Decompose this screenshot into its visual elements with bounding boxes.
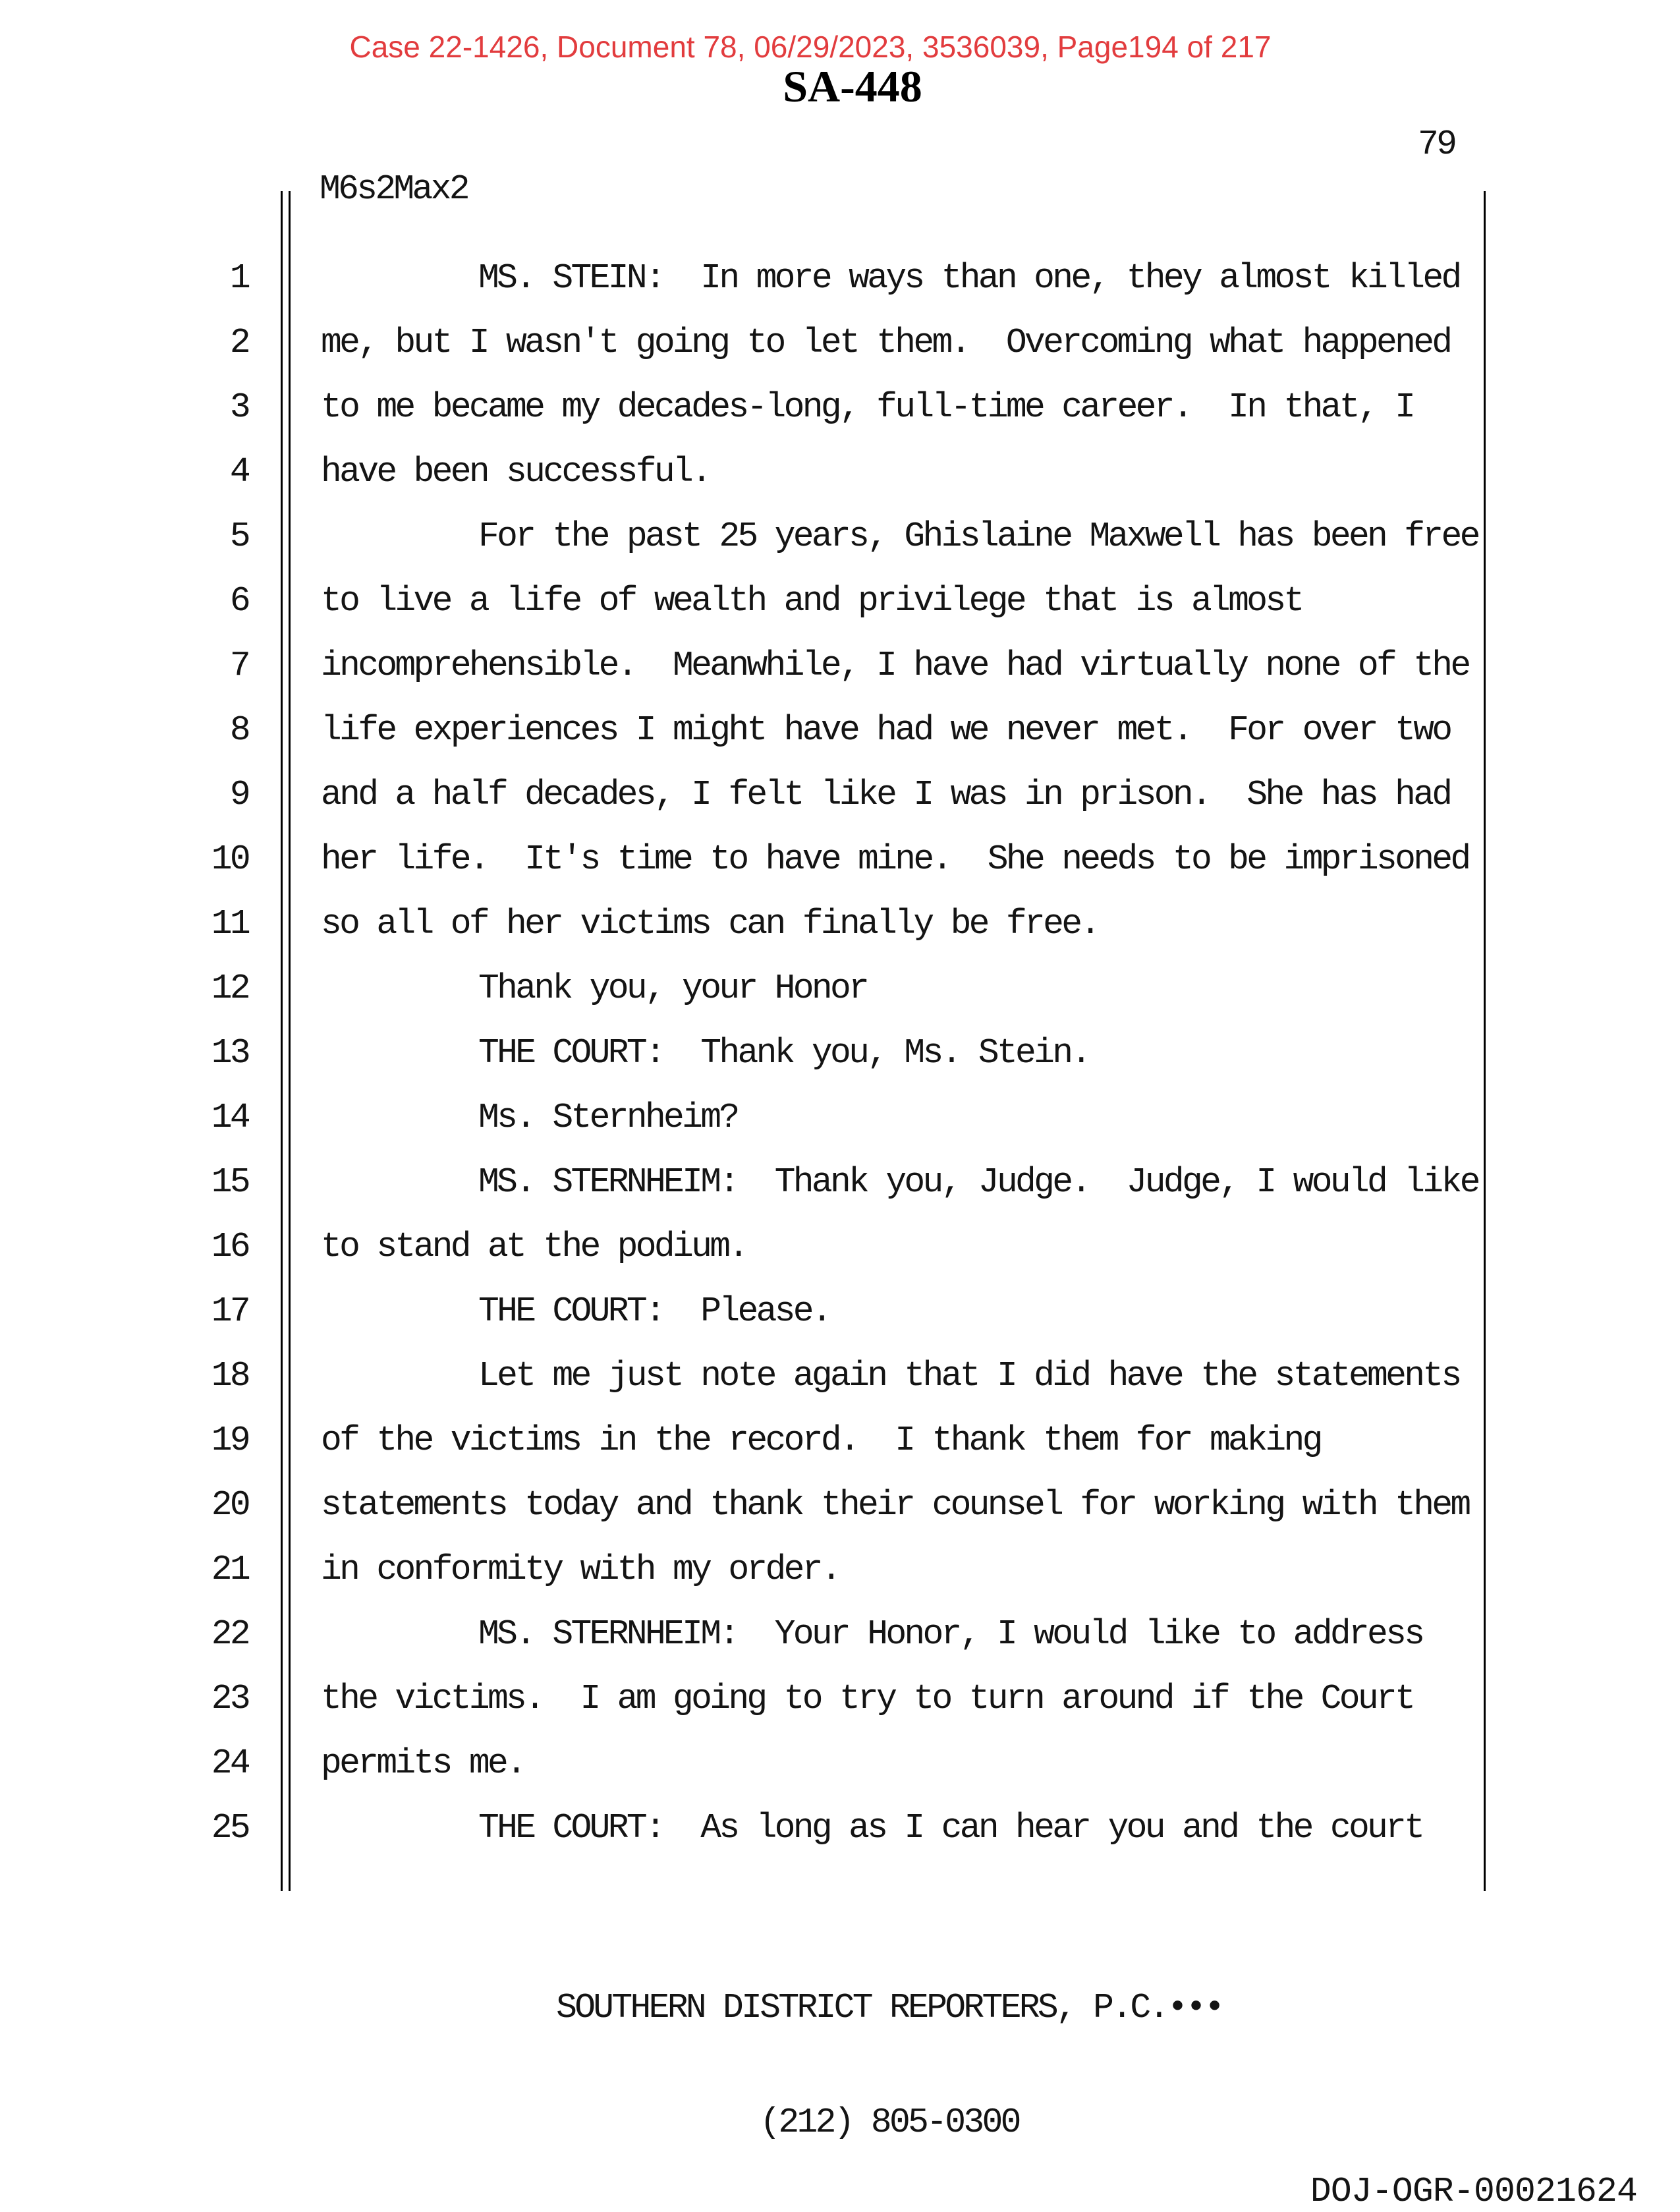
appendix-page-label: SA-448 [783, 61, 922, 111]
transcript-line [201, 1356, 1484, 1396]
line-text: her life. It's time to have mine. She needs to be imprisoned [321, 839, 1469, 879]
page-number: 79 [1418, 125, 1455, 164]
line-text: statements today and thank their counsel for working with them [321, 1485, 1469, 1525]
line-number: 23 [211, 1679, 248, 1718]
line-number: 21 [211, 1550, 248, 1589]
line-text: of the victims in the record. I thank them for making [321, 1421, 1321, 1460]
line-text: Thank you, your Honor [478, 969, 868, 1008]
transcript-line [201, 1291, 1484, 1331]
line-text: me, but I wasn't going to let them. Overcoming what happened [321, 323, 1451, 362]
line-text: life experiences I might have had we never met. For over two [321, 710, 1451, 750]
line-text: MS. STERNHEIM: Your Honor, I would like to address [478, 1614, 1423, 1654]
line-text: have been successful. [321, 452, 710, 492]
line-number: 12 [211, 969, 248, 1008]
line-number: 8 [229, 710, 248, 750]
line-number: 10 [211, 839, 248, 879]
transcript-line [201, 839, 1484, 879]
line-number: 9 [229, 775, 248, 814]
transcript-line [201, 581, 1484, 621]
transcript-line [201, 1746, 1484, 1781]
line-text: THE COURT: Please. [478, 1291, 830, 1331]
line-number: 4 [229, 452, 248, 492]
reporter-footer [0, 1912, 1680, 2212]
line-number: 7 [229, 646, 248, 685]
line-text: THE COURT: As long as I can hear you and the court [478, 1808, 1423, 1848]
line-text: Let me just note again that I did have the statements [478, 1356, 1460, 1396]
transcript-line [201, 1679, 1484, 1718]
line-number: 11 [211, 904, 248, 944]
reporter-name: SOUTHERN DISTRICT REPORTERS, P.C.••• [556, 1987, 1223, 2028]
transcript-line [201, 1485, 1484, 1525]
line-number: 6 [229, 581, 248, 621]
line-text: to live a life of wealth and privilege that is almost [321, 581, 1302, 621]
transcript-line [201, 1614, 1484, 1654]
line-number: 25 [211, 1808, 248, 1848]
line-text: permits me. [321, 1744, 525, 1783]
line-text: to me became my decades-long, full-time career. In that, I [321, 387, 1414, 427]
transcript-line [201, 648, 1484, 683]
line-number: 16 [211, 1227, 248, 1266]
transcript-id: M6s2Max2 [320, 169, 468, 209]
line-text: Ms. Sternheim? [478, 1098, 738, 1137]
line-text: and a half decades, I felt like I was in prison. She has had [321, 775, 1451, 814]
line-number: 18 [211, 1356, 248, 1396]
transcript-line [201, 1423, 1484, 1458]
transcript-line [201, 1033, 1484, 1073]
line-text: to stand at the podium. [321, 1227, 747, 1266]
transcript-line [201, 710, 1484, 750]
transcript-line [201, 452, 1484, 492]
transcript-line [201, 1227, 1484, 1266]
transcript-line [201, 519, 1484, 554]
line-number: 13 [211, 1033, 248, 1073]
line-text: THE COURT: Thank you, Ms. Stein. [478, 1033, 1090, 1073]
transcript-line [201, 1808, 1484, 1848]
bates-number: DOJ-OGR-00021624 [1310, 2172, 1637, 2211]
transcript-line [201, 258, 1484, 298]
transcript-line [201, 775, 1484, 814]
line-number: 5 [229, 517, 248, 556]
transcript-line [201, 971, 1484, 1006]
line-text: the victims. I am going to try to turn around if the Court [321, 1679, 1414, 1718]
transcript-line [201, 904, 1484, 944]
transcript-line [201, 387, 1484, 427]
line-text: For the past 25 years, Ghislaine Maxwell has been free [478, 517, 1478, 556]
transcript-line [201, 1162, 1484, 1202]
transcript-line [201, 323, 1484, 362]
line-number: 22 [211, 1614, 248, 1654]
right-rule [1484, 191, 1486, 1891]
line-text: MS. STEIN: In more ways than one, they almost killed [478, 258, 1460, 298]
case-stamp: Case 22-1426, Document 78, 06/29/2023, 3536039, Page194 of 217 [349, 30, 1272, 64]
line-number: 19 [211, 1421, 248, 1460]
transcript-line [201, 1552, 1484, 1587]
transcript-line [201, 1100, 1484, 1135]
line-number: 15 [211, 1162, 248, 1202]
line-text: MS. STERNHEIM: Thank you, Judge. Judge, I would like [478, 1162, 1478, 1202]
line-number: 24 [211, 1744, 248, 1783]
line-number: 14 [211, 1098, 248, 1137]
line-number: 20 [211, 1485, 248, 1525]
line-number: 1 [229, 258, 248, 298]
line-number: 3 [229, 387, 248, 427]
line-number: 17 [211, 1291, 248, 1331]
line-text: in conformity with my order. [321, 1550, 839, 1589]
line-text: so all of her victims can finally be free. [321, 904, 1099, 944]
line-text: incomprehensible. Meanwhile, I have had virtually none of the [321, 646, 1469, 685]
line-number: 2 [229, 323, 248, 362]
reporter-phone: (212) 805-0300 [760, 2103, 1019, 2143]
